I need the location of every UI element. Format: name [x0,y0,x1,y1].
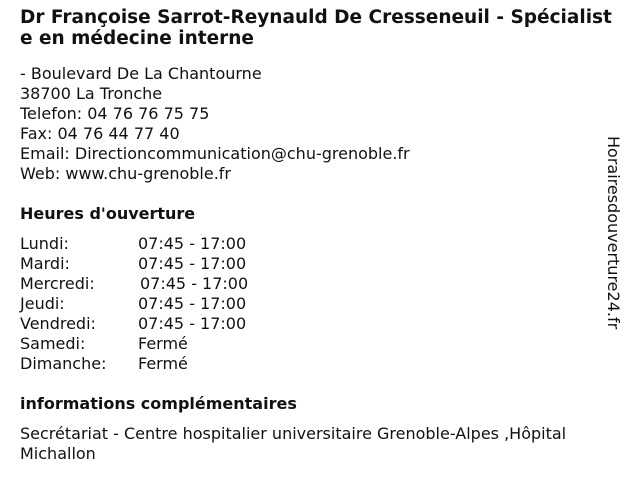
time-value: 07:45 - 17:00 [138,314,247,333]
phone-number: Telefon: 04 76 76 75 75 [20,104,210,123]
city-postal-code: 38700 La Tronche [20,84,163,103]
hours-row-thursday [20,294,320,314]
additional-info-heading: informations complémentaires [20,394,297,413]
day-label: Dimanche: [20,354,107,373]
hours-row-tuesday [20,254,320,274]
day-label: Mercredi: [20,274,95,293]
time-value: 07:45 - 17:00 [138,254,247,273]
email-address: Email: Directioncommunication@chu-grenoble.fr [20,144,410,163]
time-value: 07:45 - 17:00 [140,274,249,293]
address-block [20,64,410,184]
fax-number: Fax: 04 76 44 77 40 [20,124,180,143]
hours-row-monday [20,234,320,254]
time-value: 07:45 - 17:00 [138,234,247,253]
day-label: Vendredi: [20,314,96,333]
opening-hours-table [20,234,320,374]
page-title: Dr Françoise Sarrot-Reynauld De Cresseneuil - Spécialiste en médecine interne [20,7,612,49]
additional-info-text: Secrétariat - Centre hospitalier universitaire Grenoble-Alpes ,Hôpital Michallon [20,424,567,463]
street-address: - Boulevard De La Chantourne [20,64,262,83]
time-value: Fermé [138,334,188,353]
time-value: Fermé [138,354,188,373]
day-label: Samedi: [20,334,86,353]
website: Web: www.chu-grenoble.fr [20,164,231,183]
day-label: Jeudi: [20,294,65,313]
hours-row-sunday [20,354,320,374]
opening-hours-heading: Heures d'ouverture [20,204,196,223]
day-label: Lundi: [20,234,69,253]
day-label: Mardi: [20,254,70,273]
hours-row-saturday [20,334,320,354]
hours-row-friday [20,314,320,334]
site-watermark: Horairesdouverture24.fr [604,136,623,330]
time-value: 07:45 - 17:00 [138,294,247,313]
hours-row-wednesday [20,274,320,294]
